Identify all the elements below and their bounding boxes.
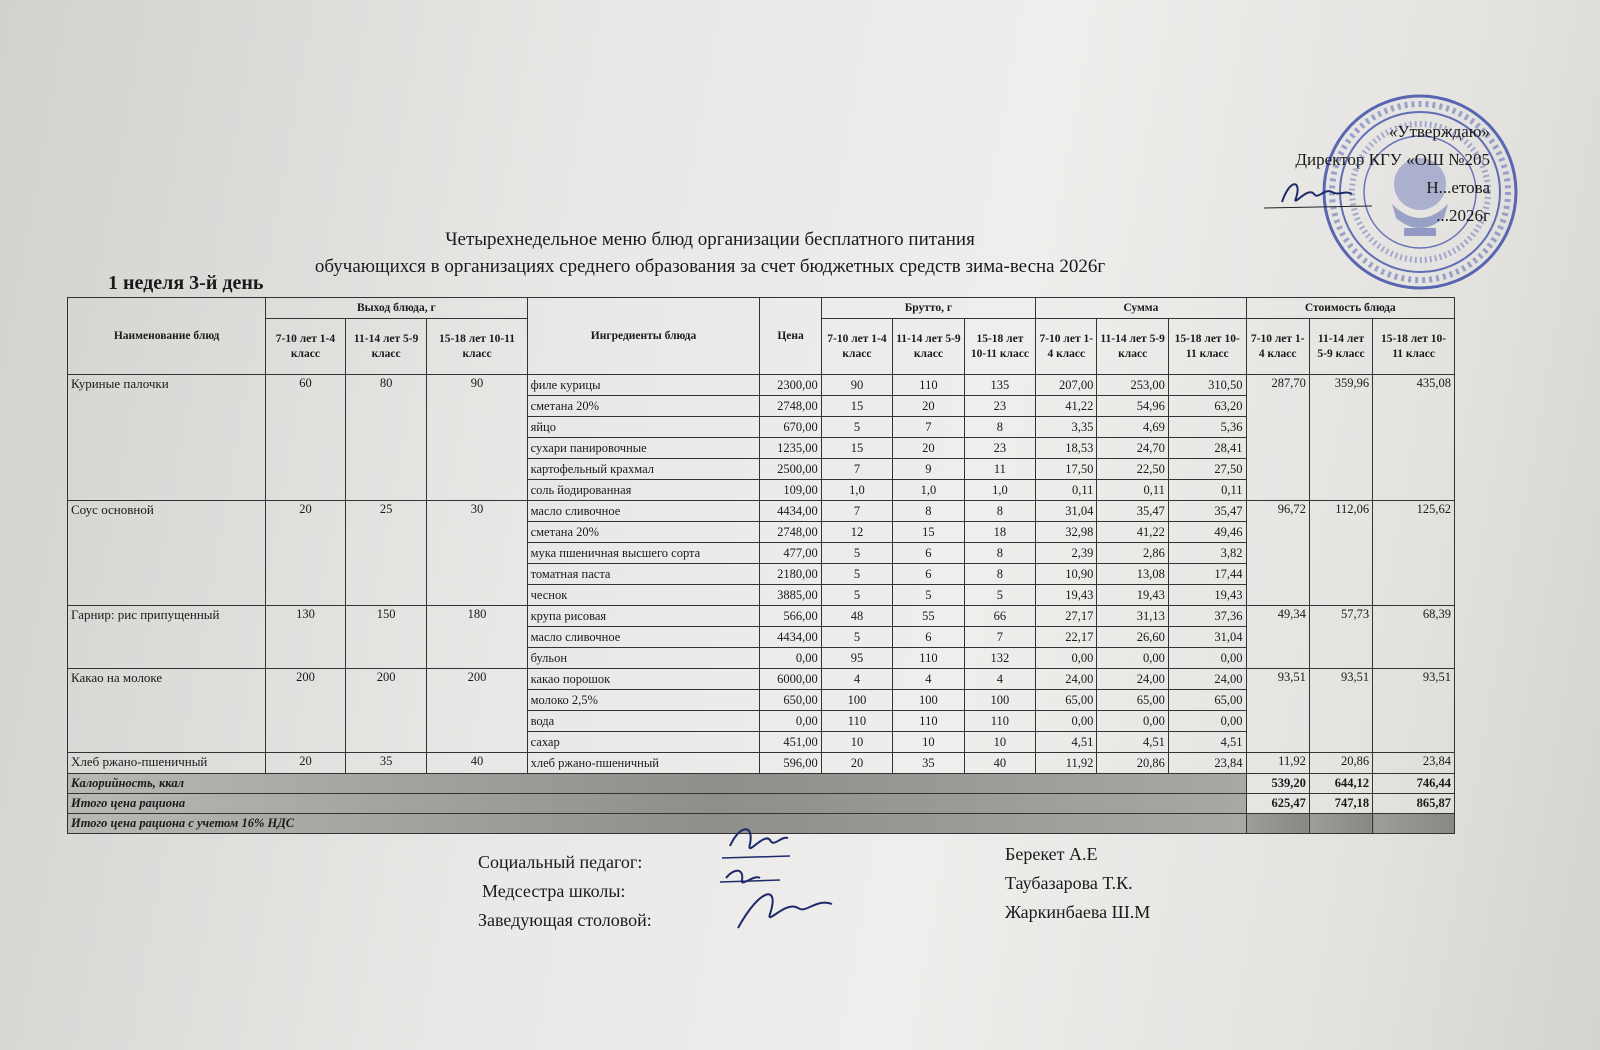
ingredient-name: томатная паста xyxy=(527,564,760,585)
dish-output: 35 xyxy=(345,753,427,774)
role-nurse: Медсестра школы: xyxy=(482,881,626,901)
total-value xyxy=(1309,814,1372,834)
ingredient-name: мука пшеничная высшего сорта xyxy=(527,543,760,564)
header-brutto-age: 7-10 лет 1-4 класс xyxy=(821,319,892,375)
dish-output: 200 xyxy=(427,669,527,753)
ingredient-name: масло сливочное xyxy=(527,501,760,522)
table-row xyxy=(68,753,1455,774)
ingredient-name: филе курицы xyxy=(527,375,760,396)
ingredient-sum: 0,00 xyxy=(1168,648,1246,669)
ingredient-brutto: 100 xyxy=(964,690,1035,711)
dish-output: 25 xyxy=(345,501,427,606)
header-brutto: Брутто, г xyxy=(821,298,1035,319)
total-label: Калорийность, ккал xyxy=(68,774,1247,794)
ingredient-sum: 65,00 xyxy=(1036,690,1097,711)
ingredient-brutto: 6 xyxy=(893,564,964,585)
dish-cost: 93,51 xyxy=(1246,669,1309,753)
ingredient-brutto: 5 xyxy=(964,585,1035,606)
dish-name: Куриные палочки xyxy=(68,375,266,501)
ingredient-brutto: 12 xyxy=(821,522,892,543)
ingredient-brutto: 4 xyxy=(964,669,1035,690)
header-output-age: 11-14 лет 5-9 класс xyxy=(345,319,427,375)
ingredient-sum: 2,39 xyxy=(1036,543,1097,564)
dish-output: 180 xyxy=(427,606,527,669)
total-value: 644,12 xyxy=(1309,774,1372,794)
dish-name: Какао на молоке xyxy=(68,669,266,753)
ingredient-name: картофельный крахмал xyxy=(527,459,760,480)
title-line-1: Четырехнедельное меню блюд организации бесплатного питания xyxy=(445,229,975,250)
total-value: 746,44 xyxy=(1373,774,1455,794)
dish-cost: 435,08 xyxy=(1373,375,1455,501)
dish-cost: 68,39 xyxy=(1373,606,1455,669)
ingredient-brutto: 1,0 xyxy=(964,480,1035,501)
ingredient-sum: 28,41 xyxy=(1168,438,1246,459)
ingredient-price: 0,00 xyxy=(760,711,821,732)
dish-output: 200 xyxy=(266,669,346,753)
ingredient-price: 2748,00 xyxy=(760,396,821,417)
ingredient-sum: 0,00 xyxy=(1036,711,1097,732)
role-canteen-head: Заведующая столовой: xyxy=(478,910,652,930)
ingredient-price: 650,00 xyxy=(760,690,821,711)
ingredient-brutto: 110 xyxy=(893,375,964,396)
ingredient-brutto: 5 xyxy=(821,564,892,585)
header-price: Цена xyxy=(760,298,821,375)
ingredient-sum: 4,51 xyxy=(1097,732,1168,753)
table-row xyxy=(68,669,1455,690)
ingredient-sum: 19,43 xyxy=(1097,585,1168,606)
ingredient-sum: 24,00 xyxy=(1168,669,1246,690)
menu-table xyxy=(67,297,1455,834)
ingredient-brutto: 40 xyxy=(964,753,1035,774)
total-value: 539,20 xyxy=(1246,774,1309,794)
ingredient-brutto: 8 xyxy=(964,501,1035,522)
dish-name: Хлеб ржано-пшеничный xyxy=(68,753,266,774)
ingredient-brutto: 135 xyxy=(964,375,1035,396)
ingredient-brutto: 15 xyxy=(893,522,964,543)
ingredient-brutto: 9 xyxy=(893,459,964,480)
header-dish-name: Наименование блюд xyxy=(68,298,266,375)
ingredient-brutto: 10 xyxy=(821,732,892,753)
total-row xyxy=(68,794,1455,814)
dish-output: 60 xyxy=(266,375,346,501)
ingredient-sum: 22,50 xyxy=(1097,459,1168,480)
dish-cost: 23,84 xyxy=(1373,753,1455,774)
ingredient-name: вода xyxy=(527,711,760,732)
director-signature xyxy=(1262,168,1382,218)
ingredient-brutto: 7 xyxy=(821,501,892,522)
ingredient-brutto: 5 xyxy=(821,417,892,438)
ingredient-brutto: 5 xyxy=(821,543,892,564)
approval-line-4: ...2026г xyxy=(1436,206,1490,225)
ingredient-brutto: 10 xyxy=(893,732,964,753)
dish-cost: 287,70 xyxy=(1246,375,1309,501)
dish-output: 80 xyxy=(345,375,427,501)
total-value: 865,87 xyxy=(1373,794,1455,814)
ingredient-name: хлеб ржано-пшеничный xyxy=(527,753,760,774)
ingredient-brutto: 7 xyxy=(821,459,892,480)
ingredient-brutto: 110 xyxy=(893,711,964,732)
total-label: Итого цена рациона с учетом 16% НДС xyxy=(68,814,1247,834)
ingredient-sum: 5,36 xyxy=(1168,417,1246,438)
ingredient-sum: 20,86 xyxy=(1097,753,1168,774)
ingredient-brutto: 5 xyxy=(893,585,964,606)
ingredient-brutto: 18 xyxy=(964,522,1035,543)
name-social-teacher: Берекет А.Е xyxy=(1005,844,1098,864)
ingredient-name: сметана 20% xyxy=(527,522,760,543)
signature-names xyxy=(1005,840,1150,927)
dish-cost: 93,51 xyxy=(1309,669,1372,753)
dish-cost: 112,06 xyxy=(1309,501,1372,606)
ingredient-brutto: 1,0 xyxy=(893,480,964,501)
ingredient-brutto: 11 xyxy=(964,459,1035,480)
ingredient-sum: 207,00 xyxy=(1036,375,1097,396)
ingredient-brutto: 7 xyxy=(893,417,964,438)
ingredient-sum: 3,82 xyxy=(1168,543,1246,564)
ingredient-sum: 54,96 xyxy=(1097,396,1168,417)
dish-output: 130 xyxy=(266,606,346,669)
ingredient-sum: 31,04 xyxy=(1036,501,1097,522)
header-ingredients: Ингредиенты блюда xyxy=(527,298,760,375)
dish-output: 30 xyxy=(427,501,527,606)
ingredient-name: соль йодированная xyxy=(527,480,760,501)
approval-line-1: «Утверждаю» xyxy=(1388,122,1490,141)
dish-cost: 20,86 xyxy=(1309,753,1372,774)
approval-line-2: Директор КГУ «ОШ №205 xyxy=(1295,150,1490,169)
ingredient-brutto: 5 xyxy=(821,585,892,606)
ingredient-name: какао порошок xyxy=(527,669,760,690)
ingredient-sum: 27,50 xyxy=(1168,459,1246,480)
ingredient-sum: 19,43 xyxy=(1036,585,1097,606)
header-sum-age: 7-10 лет 1-4 класс xyxy=(1036,319,1097,375)
ingredient-sum: 41,22 xyxy=(1097,522,1168,543)
ingredient-price: 670,00 xyxy=(760,417,821,438)
ingredient-brutto: 8 xyxy=(964,543,1035,564)
ingredient-brutto: 20 xyxy=(893,438,964,459)
ingredient-name: сахар xyxy=(527,732,760,753)
ingredient-brutto: 110 xyxy=(964,711,1035,732)
ingredient-price: 451,00 xyxy=(760,732,821,753)
ingredient-sum: 10,90 xyxy=(1036,564,1097,585)
table-row xyxy=(68,501,1455,522)
dish-cost: 11,92 xyxy=(1246,753,1309,774)
ingredient-price: 2748,00 xyxy=(760,522,821,543)
ingredient-brutto: 1,0 xyxy=(821,480,892,501)
menu-body xyxy=(68,375,1455,834)
ingredient-price: 0,00 xyxy=(760,648,821,669)
ingredient-sum: 11,92 xyxy=(1036,753,1097,774)
header-cost: Стоимость блюда xyxy=(1246,298,1454,319)
header-sum: Сумма xyxy=(1036,298,1246,319)
ingredient-sum: 4,51 xyxy=(1168,732,1246,753)
dish-output: 150 xyxy=(345,606,427,669)
ingredient-name: молоко 2,5% xyxy=(527,690,760,711)
ingredient-name: масло сливочное xyxy=(527,627,760,648)
ingredient-brutto: 15 xyxy=(821,396,892,417)
ingredient-sum: 65,00 xyxy=(1097,690,1168,711)
dish-cost: 125,62 xyxy=(1373,501,1455,606)
ingredient-name: крупа рисовая xyxy=(527,606,760,627)
dish-output: 20 xyxy=(266,753,346,774)
ingredient-sum: 35,47 xyxy=(1168,501,1246,522)
ingredient-price: 1235,00 xyxy=(760,438,821,459)
ingredient-sum: 24,00 xyxy=(1036,669,1097,690)
dish-output: 90 xyxy=(427,375,527,501)
role-social-teacher: Социальный педагог: xyxy=(478,852,643,872)
header-brutto-age: 15-18 лет 10-11 класс xyxy=(964,319,1035,375)
ingredient-brutto: 4 xyxy=(893,669,964,690)
dish-name: Соус основной xyxy=(68,501,266,606)
ingredient-sum: 31,04 xyxy=(1168,627,1246,648)
ingredient-price: 3885,00 xyxy=(760,585,821,606)
ingredient-price: 596,00 xyxy=(760,753,821,774)
header-output-age: 15-18 лет 10-11 класс xyxy=(427,319,527,375)
ingredient-sum: 2,86 xyxy=(1097,543,1168,564)
signature-roles xyxy=(478,848,652,935)
ingredient-brutto: 6 xyxy=(893,627,964,648)
ingredient-brutto: 5 xyxy=(821,627,892,648)
ingredient-brutto: 110 xyxy=(893,648,964,669)
ingredient-brutto: 35 xyxy=(893,753,964,774)
ingredient-sum: 32,98 xyxy=(1036,522,1097,543)
ingredient-price: 2300,00 xyxy=(760,375,821,396)
ingredient-name: яйцо xyxy=(527,417,760,438)
approval-line-3: Н...етова xyxy=(1426,178,1490,197)
ingredient-sum: 24,00 xyxy=(1097,669,1168,690)
ingredient-sum: 0,00 xyxy=(1168,711,1246,732)
ingredient-brutto: 132 xyxy=(964,648,1035,669)
ingredient-price: 566,00 xyxy=(760,606,821,627)
ingredient-sum: 31,13 xyxy=(1097,606,1168,627)
ingredient-sum: 253,00 xyxy=(1097,375,1168,396)
total-value xyxy=(1373,814,1455,834)
total-label: Итого цена рациона xyxy=(68,794,1247,814)
dish-cost: 57,73 xyxy=(1309,606,1372,669)
dish-cost: 49,34 xyxy=(1246,606,1309,669)
ingredient-sum: 41,22 xyxy=(1036,396,1097,417)
ingredient-brutto: 55 xyxy=(893,606,964,627)
ingredient-price: 4434,00 xyxy=(760,627,821,648)
ingredient-name: сметана 20% xyxy=(527,396,760,417)
ingredient-sum: 24,70 xyxy=(1097,438,1168,459)
ingredient-sum: 13,08 xyxy=(1097,564,1168,585)
ingredient-sum: 0,11 xyxy=(1036,480,1097,501)
ingredient-sum: 18,53 xyxy=(1036,438,1097,459)
ingredient-sum: 17,50 xyxy=(1036,459,1097,480)
ingredient-brutto: 110 xyxy=(821,711,892,732)
ingredient-price: 477,00 xyxy=(760,543,821,564)
name-canteen-head: Жаркинбаева Ш.М xyxy=(1005,902,1151,922)
ingredient-price: 6000,00 xyxy=(760,669,821,690)
ingredient-brutto: 8 xyxy=(893,501,964,522)
ingredient-brutto: 4 xyxy=(821,669,892,690)
dish-output: 20 xyxy=(266,501,346,606)
table-row xyxy=(68,375,1455,396)
ingredient-sum: 3,35 xyxy=(1036,417,1097,438)
ingredient-sum: 35,47 xyxy=(1097,501,1168,522)
header-cost-age: 15-18 лет 10-11 класс xyxy=(1373,319,1455,375)
document-title xyxy=(150,226,1270,280)
ingredient-price: 2500,00 xyxy=(760,459,821,480)
ingredient-brutto: 20 xyxy=(821,753,892,774)
ingredient-brutto: 100 xyxy=(821,690,892,711)
ingredient-price: 2180,00 xyxy=(760,564,821,585)
ingredient-sum: 0,11 xyxy=(1168,480,1246,501)
ingredient-brutto: 8 xyxy=(964,564,1035,585)
ingredient-brutto: 10 xyxy=(964,732,1035,753)
ingredient-sum: 26,60 xyxy=(1097,627,1168,648)
header-sum-age: 15-18 лет 10-11 класс xyxy=(1168,319,1246,375)
ingredient-sum: 17,44 xyxy=(1168,564,1246,585)
ingredient-name: чеснок xyxy=(527,585,760,606)
ingredient-sum: 0,11 xyxy=(1097,480,1168,501)
dish-name: Гарнир: рис припущенный xyxy=(68,606,266,669)
ingredient-brutto: 66 xyxy=(964,606,1035,627)
dish-output: 200 xyxy=(345,669,427,753)
dish-cost: 93,51 xyxy=(1373,669,1455,753)
ingredient-brutto: 48 xyxy=(821,606,892,627)
header-brutto-age: 11-14 лет 5-9 класс xyxy=(893,319,964,375)
ingredient-price: 4434,00 xyxy=(760,501,821,522)
ingredient-brutto: 23 xyxy=(964,438,1035,459)
ingredient-sum: 49,46 xyxy=(1168,522,1246,543)
day-label: 1 неделя 3-й день xyxy=(108,272,264,294)
ingredient-name: сухари панировочные xyxy=(527,438,760,459)
total-row xyxy=(68,774,1455,794)
ingredient-sum: 4,69 xyxy=(1097,417,1168,438)
total-value xyxy=(1246,814,1309,834)
ingredient-sum: 4,51 xyxy=(1036,732,1097,753)
ingredient-sum: 310,50 xyxy=(1168,375,1246,396)
table-row xyxy=(68,606,1455,627)
ingredient-sum: 22,17 xyxy=(1036,627,1097,648)
ingredient-sum: 0,00 xyxy=(1097,648,1168,669)
ingredient-brutto: 100 xyxy=(893,690,964,711)
ingredient-sum: 65,00 xyxy=(1168,690,1246,711)
header-output-age: 7-10 лет 1-4 класс xyxy=(266,319,346,375)
ingredient-price: 109,00 xyxy=(760,480,821,501)
ingredient-sum: 23,84 xyxy=(1168,753,1246,774)
ingredient-sum: 0,00 xyxy=(1036,648,1097,669)
dish-output: 40 xyxy=(427,753,527,774)
ingredient-brutto: 6 xyxy=(893,543,964,564)
ingredient-brutto: 23 xyxy=(964,396,1035,417)
total-value: 625,47 xyxy=(1246,794,1309,814)
ingredient-name: бульон xyxy=(527,648,760,669)
header-cost-age: 11-14 лет 5-9 класс xyxy=(1309,319,1372,375)
ingredient-brutto: 8 xyxy=(964,417,1035,438)
ingredient-sum: 19,43 xyxy=(1168,585,1246,606)
ingredient-sum: 63,20 xyxy=(1168,396,1246,417)
name-nurse: Таубазарова Т.К. xyxy=(1005,873,1133,893)
handwritten-signatures xyxy=(720,818,860,948)
dish-cost: 96,72 xyxy=(1246,501,1309,606)
ingredient-brutto: 90 xyxy=(821,375,892,396)
total-value: 747,18 xyxy=(1309,794,1372,814)
ingredient-sum: 27,17 xyxy=(1036,606,1097,627)
header-cost-age: 7-10 лет 1-4 класс xyxy=(1246,319,1309,375)
ingredient-brutto: 7 xyxy=(964,627,1035,648)
ingredient-sum: 0,00 xyxy=(1097,711,1168,732)
header-output: Выход блюда, г xyxy=(266,298,527,319)
ingredient-brutto: 15 xyxy=(821,438,892,459)
ingredient-brutto: 95 xyxy=(821,648,892,669)
title-line-2: обучающихся в организациях среднего образования за счет бюджетных средств зима-весна 2026г xyxy=(314,256,1106,277)
ingredient-sum: 37,36 xyxy=(1168,606,1246,627)
dish-cost: 359,96 xyxy=(1309,375,1372,501)
ingredient-brutto: 20 xyxy=(893,396,964,417)
header-sum-age: 11-14 лет 5-9 класс xyxy=(1097,319,1168,375)
